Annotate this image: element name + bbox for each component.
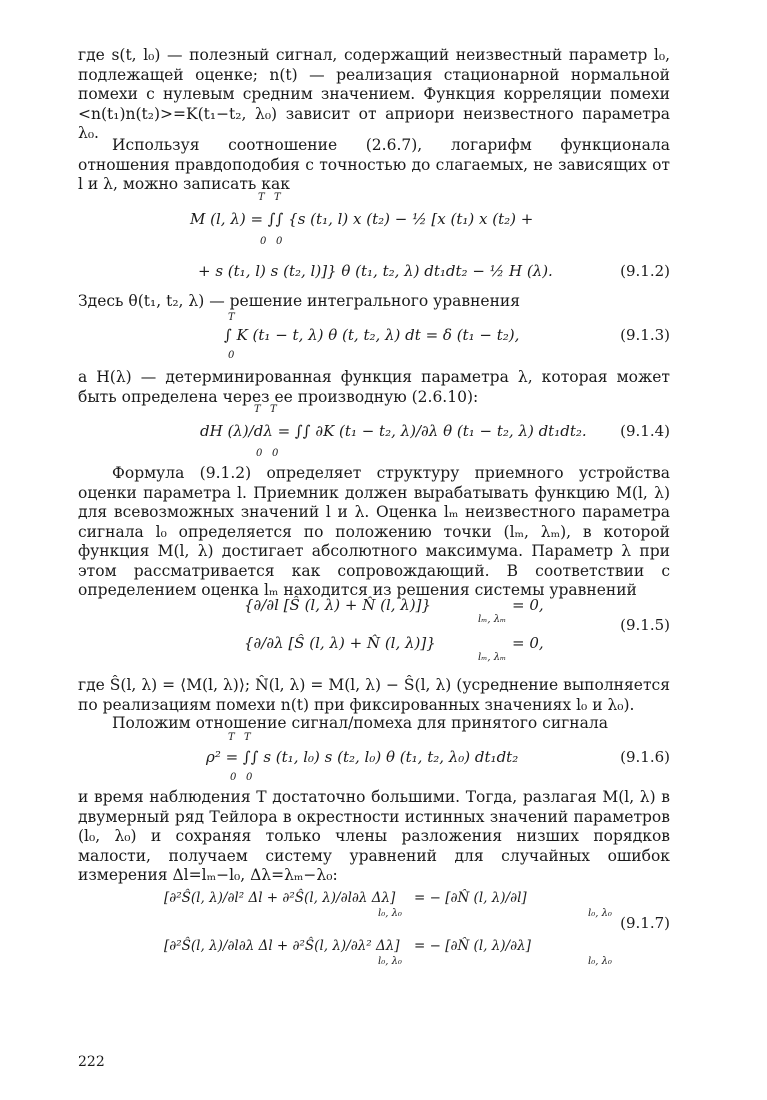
formula-9-1-2-expr-a: M (l, λ) = ∫∫ {s (t₁, l) x (t₂) − ½ [x (t₁) x (t₂) + — [190, 210, 534, 228]
paragraph-h-function: а H(λ) — детерминированная функция параметра λ, которая может быть определена через ее производную (2.6.10): — [78, 368, 670, 406]
equation-number-9-1-6: (9.1.6) — [620, 748, 670, 766]
formula-9-1-7-expr-a: [∂²Ŝ(l, λ)/∂l² Δl + ∂²Ŝ(l, λ)/∂l∂λ Δλ] — [164, 890, 396, 906]
equation-number-9-1-7: (9.1.7) — [620, 914, 670, 932]
paragraph-snr: Положим отношение сигнал/помеха для принятого сигнала — [112, 714, 608, 732]
paragraph-theta-definition: Здесь θ(t₁, t₂, λ) — решение интегрального уравнения — [78, 292, 521, 310]
equation-number-9-1-3: (9.1.3) — [620, 326, 670, 344]
formula-9-1-4: T T dH (λ)/dλ = ∫∫ ∂K (t₁ − t₂, λ)/∂λ θ (t₁ − t₂, λ) dt₁dt₂. (9.1.4) 0 0 — [200, 404, 670, 459]
formula-9-1-3-expr: ∫ K (t₁ − t, λ) θ (t, t₂, λ) dt = δ (t₁ − t₂), — [224, 326, 520, 344]
equation-number-9-1-2: (9.1.2) — [620, 262, 670, 280]
paragraph-receiver-structure: Формула (9.1.2) определяет структуру приемного устройства оценки параметра l. Приемник должен вырабатывать функцию M(l, λ) для всевозможных значений l и λ. Оценка lₘ неизвестного параметра сигнала l₀ определяется по положению точки (lₘ, λₘ), в которой функция M(l, λ) достигает абсолютного максимума. Параметр λ при этом рассматривается как сопровождающий. В соответствии с определением оценка lₘ находится из решения системы уравнений — [78, 464, 670, 599]
paragraph-likelihood-intro: Используя соотношение (2.6.7), логарифм функционала отношения правдоподобия с точностью до слагаемых, не зависящих от l и λ, можно записать как — [78, 136, 670, 193]
equation-number-9-1-4: (9.1.4) — [620, 422, 670, 440]
formula-9-1-7: [∂²Ŝ(l, λ)/∂l² Δl + ∂²Ŝ(l, λ)/∂l∂λ Δλ] l₀, λ₀ = − [∂N̂ (l, λ)/∂l] l₀, λ₀ (9.1.7) [∂²Ŝ(l, λ)/∂l∂λ Δl + ∂²Ŝ(l, λ)/∂λ² Δλ] l₀, λ₀ = − [∂N̂ (l, λ)/∂λ] l₀, λ₀ — [164, 890, 670, 967]
formula-9-1-5-expr-b: {∂/∂λ [Ŝ (l, λ) + N̂ (l, λ)]} — [244, 634, 436, 652]
paragraph-signal-definition: где s(t, l₀) — полезный сигнал, содержащий неизвестный параметр l₀, подлежащей оценке; n(t) — реализация стационарной нормальной помехи с нулевым средним значением. Функция корреляции помехи <n(t₁)n(t₂)>=K(t₁−t₂, λ₀) зависит от априори неизвестного параметра λ₀. — [78, 46, 670, 142]
page-number: 222 — [78, 1054, 105, 1070]
formula-9-1-2-line1: T T M (l, λ) = ∫∫ {s (t₁, l) x (t₂) − ½ [x (t₁) x (t₂) + 0 0 — [190, 192, 534, 247]
formula-9-1-5-expr-a: {∂/∂l [Ŝ (l, λ) + N̂ (l, λ)]} — [244, 596, 432, 614]
formula-9-1-6-expr: ρ² = ∫∫ s (t₁, l₀) s (t₂, l₀) θ (t₁, t₂, λ₀) dt₁dt₂ — [206, 748, 519, 766]
paragraph-averaging: где Ŝ(l, λ) = ⟨M(l, λ)⟩; N̂(l, λ) = M(l, λ) − Ŝ(l, λ) (усреднение выполняется по реализациям помехи n(t) при фиксированных значениях l₀ и λ₀). — [78, 676, 670, 714]
paragraph-taylor-expansion: и время наблюдения T достаточно большими. Тогда, разлагая M(l, λ) в двумерный ряд Тейлора в окрестности истинных значений параметров (l₀, λ₀) и сохраняя только члены разложения низших порядков малости, получаем систему уравнений для случайных ошибок измерения Δl=lₘ−l₀, Δλ=λₘ−λ₀: — [78, 788, 670, 884]
formula-9-1-2-expr-b: + s (t₁, l) s (t₂, l)]} θ (t₁, t₂, λ) dt₁dt₂ − ½ H (λ). — [198, 262, 553, 280]
formula-9-1-7-expr-b: [∂²Ŝ(l, λ)/∂l∂λ Δl + ∂²Ŝ(l, λ)/∂λ² Δλ] — [164, 938, 400, 954]
formula-9-1-3: T ∫ K (t₁ − t, λ) θ (t, t₂, λ) dt = δ (t₁ − t₂), (9.1.3) 0 — [224, 312, 670, 361]
equation-number-9-1-5: (9.1.5) — [620, 616, 670, 634]
formula-9-1-2-line2 — [78, 252, 670, 292]
formula-9-1-5: {∂/∂l [Ŝ (l, λ) + N̂ (l, λ)]} lₘ, λₘ = 0, (9.1.5) {∂/∂λ [Ŝ (l, λ) + N̂ (l, λ)]} lₘ, λₘ = 0, — [244, 596, 670, 663]
formula-9-1-4-expr: dH (λ)/dλ = ∫∫ ∂K (t₁ − t₂, λ)/∂λ θ (t₁ − t₂, λ) dt₁dt₂. — [200, 422, 587, 440]
formula-9-1-6: T T ρ² = ∫∫ s (t₁, l₀) s (t₂, l₀) θ (t₁, t₂, λ₀) dt₁dt₂ (9.1.6) 0 0 — [206, 732, 670, 783]
